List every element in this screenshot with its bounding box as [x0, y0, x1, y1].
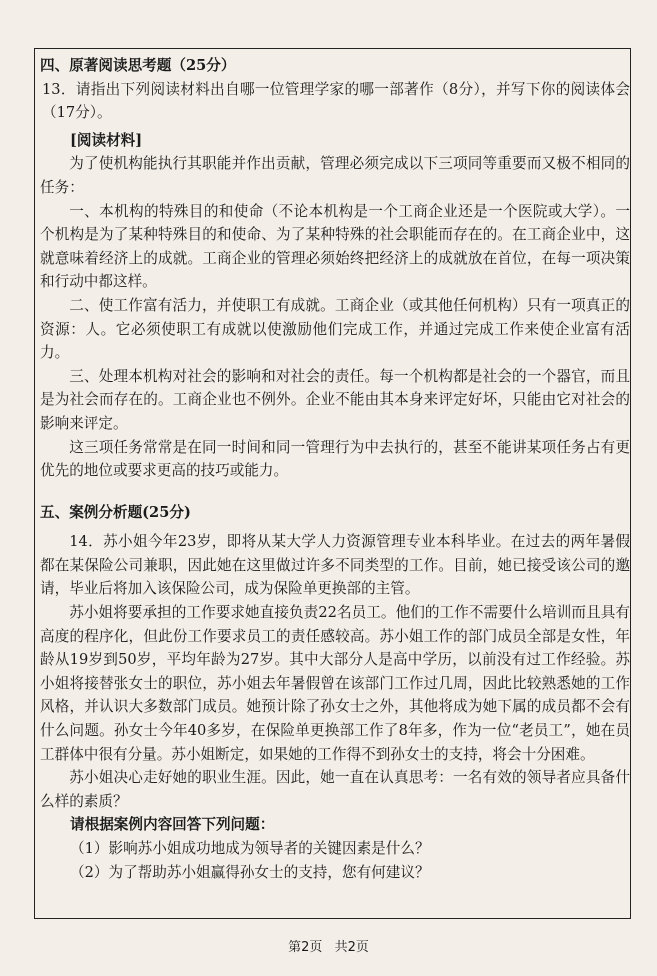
question-13: 13．请指出下列阅读材料出自哪一位管理学家的哪一部著作（8分），并写下你的阅读体会（17分）。 [42, 80, 630, 122]
material-paragraph: 三、处理本机构对社会的影响和对社会的责任。每一个机构都是社会的一个器官，而且是为社会而存在的。工商企业也不例外。企业不能由其本身来评定好坏，只能由它对社会的影响来评定。 [40, 367, 630, 432]
page-footer [0, 936, 657, 955]
section4-title: 四、原著阅读思考题（25分） [40, 57, 236, 74]
material-paragraph: 二、使工作富有活力，并使职工有成就。工商企业（或其他任何机构）只有一项真正的资源：人。它必须使职工有成就以使激励他们完成工作，并通过完成工作来使企业富有活力。 [40, 296, 630, 362]
exam-content [40, 54, 630, 884]
case-paragraph: 14．苏小姐今年23岁，即将从某大学人力资源管理专业本科毕业。在过去的两年暑假都在某保险公司兼职，因此她在这里做过许多不同类型的工作。目前，她已接受该公司的邀请，毕业后将加入该保险公司，成为保险单更换部的主管。 [40, 533, 630, 598]
material-paragraph: 一、本机构的特殊目的和使命（不论本机构是一个工商企业还是一个医院或大学）。一个机构是为了某种特殊目的和使命、为了某种特殊的社会职能而存在的。在工商企业中，这就意味着经济上的成就。工商企业的管理必须始终把经济上的成就放在首位，在每一项决策和行动中都这样。 [40, 202, 630, 291]
sub-question-2: （2）为了帮助苏小姐赢得孙女士的支持，您有何建议？ [70, 863, 430, 881]
page-number: 第2页 [288, 940, 323, 955]
sub-question-1: （1）影响苏小姐成功地成为领导者的关键因素是什么？ [70, 840, 430, 857]
material-paragraph: 为了使机构能执行其职能并作出贡献，管理必须完成以下三项同等重要而又极不相同的任务： [40, 155, 630, 196]
answer-prompt: 请根据案例内容回答下列问题： [70, 816, 275, 834]
case-paragraph: 苏小姐将要承担的工作要求她直接负责22名员工。他们的工作不需要什么培训而且具有高度的程序化，但此份工作要求员工的责任感较高。苏小姐工作的部门成员全部是女性，年龄从19岁到50岁，平均年龄为27岁。其中大部分人是高中学历，以前没有过工作经验。苏小姐将接替张女士的职位，苏小姐去年暑假曾在该部门工作过几周，因此比较熟悉她的工作风格，并认识大多数部门成员。她预计除了孙女士之外，其他将成为她下属的成员都不会有什么问题。孙女士今年40多岁，在保险单更换部工作了8年多，作为一位“老员工”，她在员工群体中很有分量。苏小姐断定，如果她的工作得不到孙女士的支持，将会十分困难。 [40, 604, 630, 763]
material-label: [阅读材料] [70, 131, 143, 149]
section5-title: 五、案例分析题(25分) [40, 503, 191, 521]
page-total: 共2页 [334, 940, 369, 955]
material-paragraph: 这三项任务常常是在同一时间和同一管理行为中去执行的，甚至不能讲某项任务占有更优先的地位或要求更高的技巧或能力。 [40, 438, 630, 480]
case-paragraph: 苏小姐决心走好她的职业生涯。因此，她一直在认真思考：一名有效的领导者应具备什么样的素质？ [40, 769, 630, 810]
